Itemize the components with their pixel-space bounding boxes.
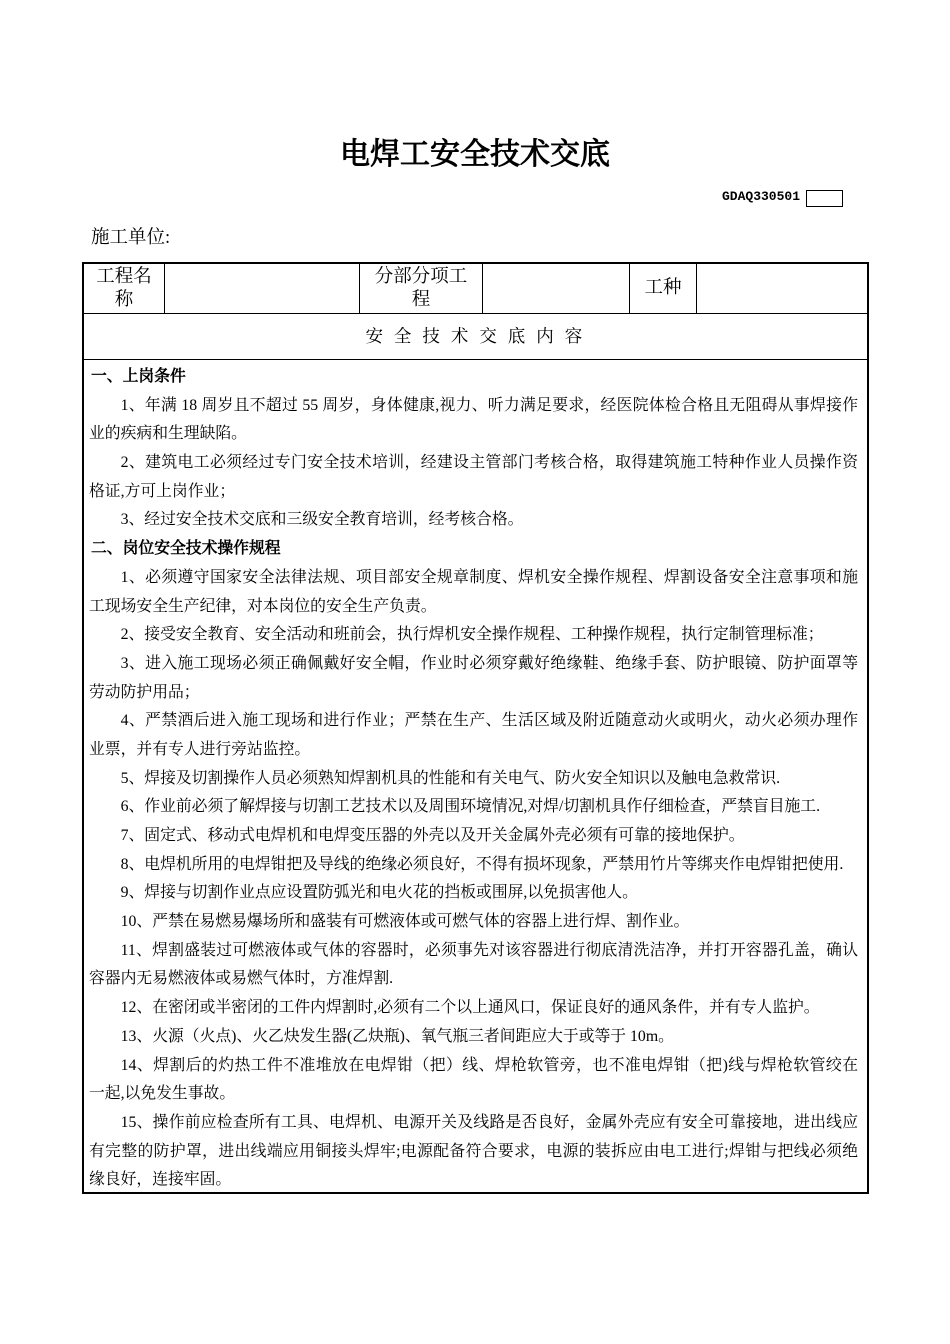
project-name-label-cell [84, 264, 165, 313]
project-name-value-cell [165, 264, 360, 313]
section-2-heading: 二、岗位安全技术操作规程 [91, 540, 281, 558]
section-1-heading: 一、上岗条件 [91, 368, 186, 385]
construction-unit-label: 施工单位: [91, 228, 171, 248]
sec2-item15-line3: 缘良好，连接牢固。 [89, 1171, 232, 1189]
sec2-item14-line1: 14、焊割后的灼热工件不准堆放在电焊钳（把）线、焊枪软管旁，也不准电焊钳（把)线与焊枪软管绞在 [120, 1056, 858, 1074]
subproject-label-cell [360, 264, 483, 313]
sec2-item1-line2: 工现场安全生产纪律，对本岗位的安全生产负责。 [89, 597, 437, 615]
document-code-box [806, 190, 843, 207]
sec2-item11-line1: 11、焊割盛装过可燃液体或气体的容器时，必须事先对该容器进行彻底清洗洁净，并打开容器孔盖，确认 [120, 941, 858, 959]
briefing-table [82, 262, 869, 1194]
sec2-item15-line1: 15、操作前应检查所有工具、电焊机、电源开关及线路是否良好，金属外壳应有安全可靠接地，进出线应 [120, 1113, 858, 1131]
sec1-item3-line1: 3、经过安全技术交底和三级安全教育培训，经考核合格。 [120, 511, 524, 529]
trade-value-cell [697, 264, 867, 313]
sec2-item4-line2: 业票，并有专人进行旁站监控。 [89, 740, 311, 758]
sec2-item5-line1: 5、焊接及切割操作人员必须熟知焊割机具的性能和有关电气、防火安全知识以及触电急救常识. [120, 769, 781, 787]
trade-label: 工种 [644, 278, 682, 298]
sec2-item12-line1: 12、在密闭或半密闭的工件内焊割时,必须有二个以上通风口，保证良好的通风条件，并有专人监护。 [120, 999, 820, 1017]
sec2-item7-line1: 7、固定式、移动式电焊机和电焊变压器的外壳以及开关金属外壳必须有可靠的接地保护。 [120, 827, 745, 844]
sec2-item15-line2: 有完整的防护罩，进出线端应用铜接头焊牢;电源配备符合要求，电源的装拆应由电工进行;焊钳与把线必须绝 [89, 1142, 858, 1160]
project-name-label: 工程名称 [96, 266, 152, 310]
subproject-label: 分部分项工程 [374, 266, 468, 310]
briefing-content [84, 360, 867, 1192]
document-code: GDAQ330501 [721, 189, 800, 204]
sec2-item6-line1: 6、作业前必须了解焊接与切割工艺技术以及周围环境情况,对焊/切割机具作仔细检查，严禁盲目施工. [120, 798, 821, 816]
sec2-item13-line1: 13、火源（火点)、火乙炔发生器(乙炔瓶)、氧气瓶三者间距应大于或等于 10m。 [120, 1027, 674, 1045]
content-header-row [84, 314, 867, 360]
sec2-item9-line1: 9、焊接与切割作业点应设置防弧光和电火花的挡板或围屏,以免损害他人。 [120, 884, 638, 902]
sec2-item4-line1: 4、严禁酒后进入施工现场和进行作业；严禁在生产、生活区域及附近随意动火或明火，动火必须办理作 [120, 712, 858, 730]
content-header: 安 全 技 术 交 底 内 容 [365, 326, 586, 346]
sec2-item10-line1: 10、严禁在易燃易爆场所和盛装有可燃液体或可燃气体的容器上进行焊、割作业。 [120, 913, 690, 931]
sec2-item2-line1: 2、接受安全教育、安全活动和班前会，执行焊机安全操作规程、工种操作规程，执行定制管理标准； [120, 626, 824, 644]
sec1-item2-line1: 2、建筑电工必须经过专门安全技术培训，经建设主管部门考核合格，取得建筑施工特种作业人员操作资 [120, 454, 858, 472]
sec2-item3-line1: 3、进入施工现场必须正确佩戴好安全帽，作业时必须穿戴好绝缘鞋、绝缘手套、防护眼镜、防护面罩等 [120, 654, 858, 672]
document-title: 电焊工安全技术交底 [340, 138, 610, 171]
sec2-item8-line1: 8、电焊机所用的电焊钳把及导线的绝缘必须良好，不得有损坏现象，严禁用竹片等绑夹作电焊钳把使用. [120, 855, 844, 873]
subproject-value-cell [483, 264, 630, 313]
sec2-item3-line2: 劳动防护用品； [89, 683, 200, 701]
sec2-item1-line1: 1、必须遵守国家安全法律法规、项目部安全规章制度、焊机安全操作规程、焊割设备安全注意事项和施 [120, 568, 858, 586]
sec1-item1-line1: 1、年满 18 周岁且不超过 55 周岁，身体健康,视力、听力满足要求，经医院体检合格且无阻碍从事焊接作 [120, 396, 858, 414]
trade-label-cell [630, 264, 697, 313]
sec1-item2-line2: 格证,方可上岗作业； [89, 482, 236, 500]
sec1-item1-line2: 业的疾病和生理缺陷。 [89, 425, 247, 443]
sec2-item14-line2: 一起,以免发生事故。 [89, 1085, 236, 1103]
project-info-row [84, 264, 867, 314]
sec2-item11-line2: 容器内无易燃液体或易燃气体时，方准焊割. [89, 970, 394, 988]
